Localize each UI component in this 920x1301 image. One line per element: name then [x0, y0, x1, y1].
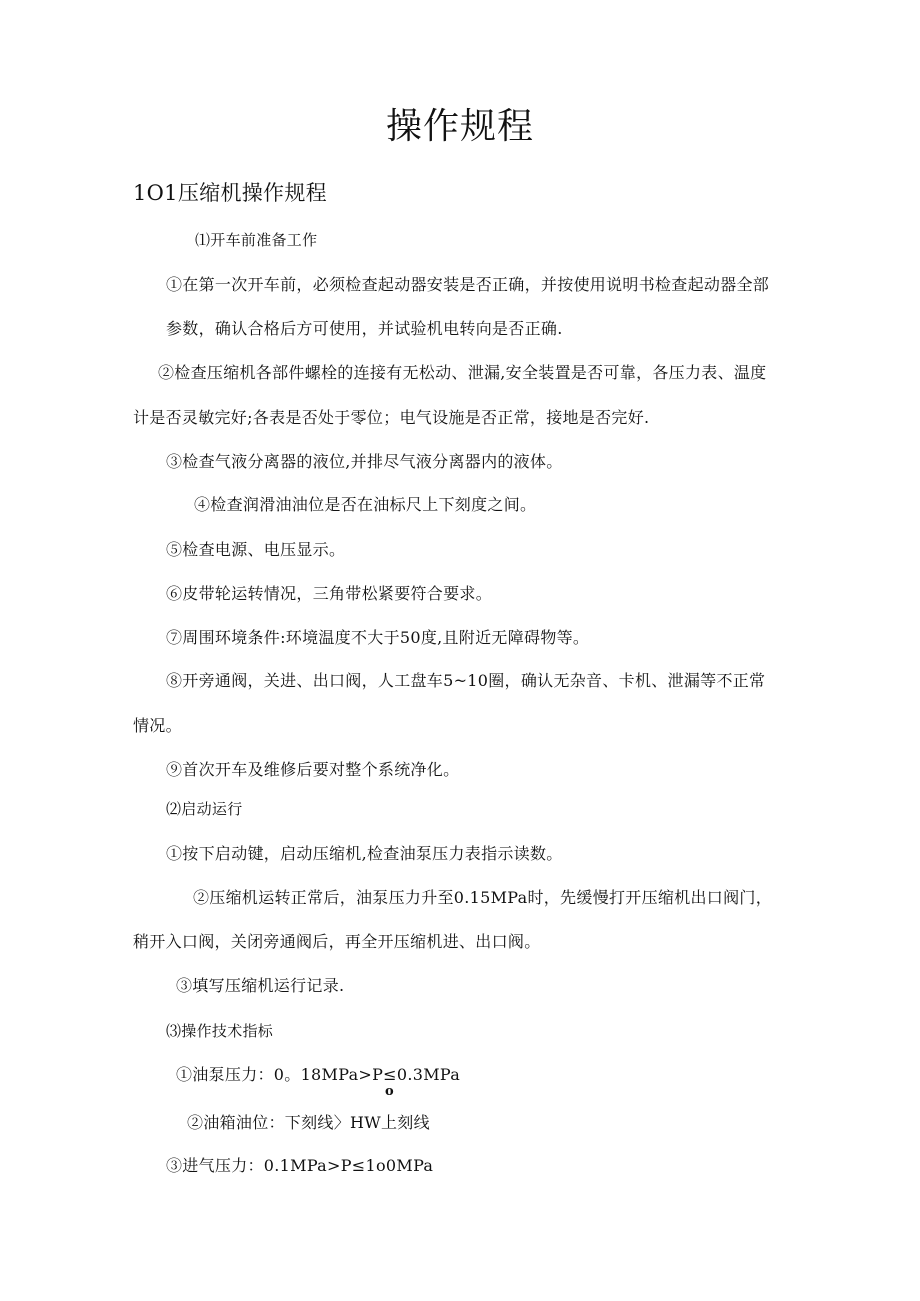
part1-item-2: ②检查压缩机各部件螺栓的连接有无松动、泄漏,安全装置是否可靠，各压力表、温度 [158, 363, 767, 382]
part1-item-6: ⑥皮带轮运转情况，三角带松紧要符合要求。 [166, 584, 493, 603]
part3-item-2: ②油箱油位：下刻线〉HW上刻线 [187, 1113, 430, 1132]
part2-heading: ⑵启动运行 [166, 800, 243, 818]
part1-item-1: ①在第一次开车前，必须检查起动器安装是否正确，并按使用说明书检查起动器全部 [166, 275, 770, 294]
part3-item-3: ③进气压力：0.1MPa>P≤1o0MPa [166, 1156, 434, 1175]
document-title: 操作规程 [385, 106, 534, 147]
part1-heading: ⑴开车前准备工作 [195, 231, 318, 249]
part1-item-5: ⑤检查电源、电压显示。 [166, 540, 346, 559]
part2-item-2: ②压缩机运转正常后，油泵压力升至0.15MPa时，先缓慢打开压缩机出口阀门， [193, 888, 772, 907]
part1-item-3: ③检查气液分离器的液位,并排尽气液分离器内的液体。 [166, 452, 563, 471]
part1-item-9: ⑨首次开车及维修后要对整个系统净化。 [166, 760, 460, 779]
part1-item-1-cont: 参数，确认合格后方可使用，并试验机电转向是否正确. [166, 319, 563, 338]
part3-item-1: ①油泵压力：0。18MPa>P≤0.3MPa [176, 1065, 461, 1084]
part2-item-3: ③填写压缩机运行记录. [176, 976, 345, 995]
part2-item-1: ①按下启动键，启动压缩机,检查油泵压力表指示读数。 [166, 844, 563, 863]
section-heading: 1O1压缩机操作规程 [133, 181, 327, 205]
part1-item-8-cont: 情况。 [133, 716, 182, 735]
part2-item-2-cont: 稍开入口阀，关闭旁通阀后，再全开压缩机进、出口阀。 [133, 932, 541, 951]
part3-heading: ⑶操作技术指标 [166, 1022, 274, 1040]
part1-item-2-cont: 计是否灵敏完好;各表是否处于零位；电气设施是否正常，接地是否完好. [133, 408, 650, 427]
part1-item-8: ⑧开旁通阀，关进、出口阀，人工盘车5~10圈，确认无杂音、卡机、泄漏等不正常 [166, 671, 766, 690]
part1-item-7: ⑦周围环境条件:环境温度不大于50度,且附近无障碍物等。 [166, 628, 590, 647]
stray-mark: o [385, 1084, 394, 1099]
part1-item-4: ④检查润滑油油位是否在油标尺上下刻度之间。 [194, 495, 537, 514]
